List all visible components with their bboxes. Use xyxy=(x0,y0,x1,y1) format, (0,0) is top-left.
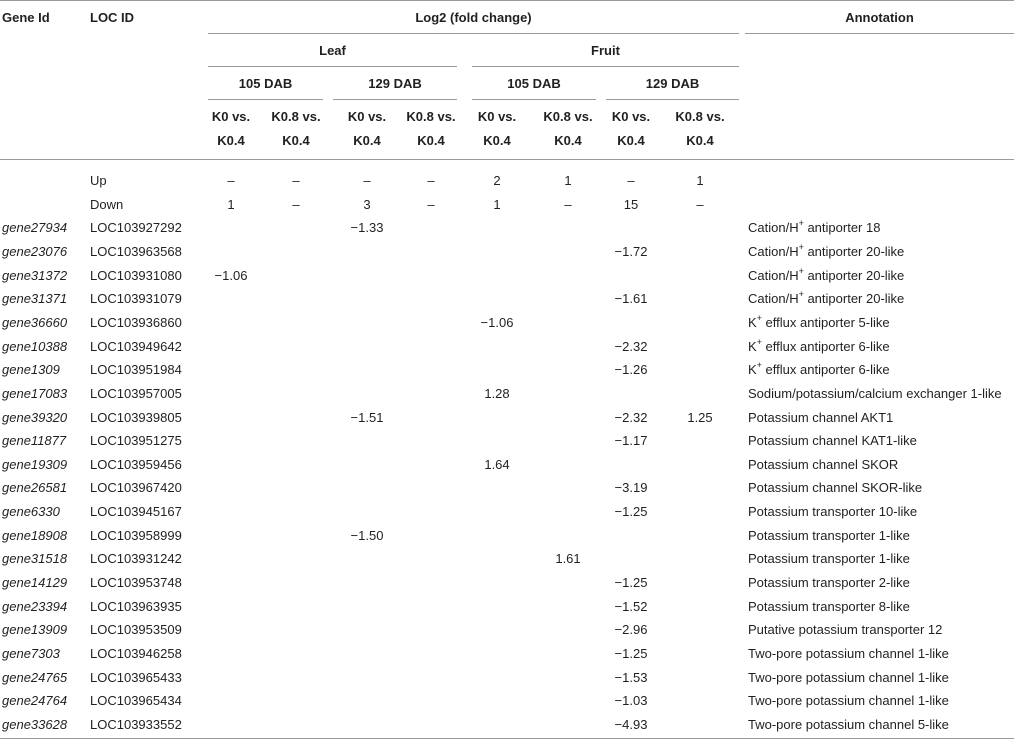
comparison-header: K0.8 vs. xyxy=(271,109,321,124)
loc-id-cell: LOC103931242 xyxy=(90,551,182,566)
superscript-charge: + xyxy=(756,312,762,323)
comparison-header: K0.8 vs. xyxy=(543,109,593,124)
gene-id-cell: gene1309 xyxy=(2,362,60,377)
loc-id-cell: LOC103965433 xyxy=(90,670,182,685)
annotation-cell xyxy=(748,288,905,307)
annotation-cell xyxy=(748,551,910,567)
gene-id-cell: gene39320 xyxy=(2,410,68,425)
annotation-text: Two-pore potassium channel 1-like xyxy=(748,670,949,685)
comparison-header-base: K0.4 xyxy=(483,133,511,148)
fold-change-cell: −1.51 xyxy=(350,410,384,425)
fold-change-cell: −1.52 xyxy=(614,599,648,614)
header-loc-id: LOC ID xyxy=(90,10,135,25)
loc-id-cell: LOC103958999 xyxy=(90,528,182,543)
loc-id-cell: LOC103965434 xyxy=(90,693,182,708)
count-cell: – xyxy=(363,173,371,188)
annotation-text: Potassium channel SKOR xyxy=(748,457,899,472)
annotation-text: Two-pore potassium channel 1-like xyxy=(748,693,949,708)
gene-id-cell: gene13909 xyxy=(2,622,68,637)
annotation-text: Cation/H xyxy=(748,220,799,235)
header-annotation: Annotation xyxy=(845,10,914,25)
count-cell: 1 xyxy=(696,173,704,188)
superscript-charge: + xyxy=(756,336,762,347)
annotation-text-rest: efflux antiporter 5-like xyxy=(761,315,890,330)
annotation-cell xyxy=(748,386,1002,402)
annotation-text: Potassium channel SKOR-like xyxy=(748,480,923,495)
gene-id-cell: gene18908 xyxy=(2,528,68,543)
leaf-105-rule xyxy=(208,99,323,100)
annotation-text-rest: antiporter 20-like xyxy=(803,291,905,306)
loc-id-cell: LOC103927292 xyxy=(90,220,182,235)
loc-id-cell: LOC103946258 xyxy=(90,646,182,661)
leaf-129-rule xyxy=(333,99,457,100)
loc-id-cell: LOC103931079 xyxy=(90,291,182,306)
fold-change-cell: −1.50 xyxy=(350,528,384,543)
annotation-text: K xyxy=(748,339,757,354)
annotation-cell xyxy=(748,410,893,426)
annotation-cell xyxy=(748,693,949,709)
annotation-cell xyxy=(748,265,905,284)
gene-id-cell: gene14129 xyxy=(2,575,68,590)
gene-id-cell: gene31371 xyxy=(2,291,68,306)
gene-id-cell: gene6330 xyxy=(2,504,60,519)
fold-change-cell: −3.19 xyxy=(614,480,648,495)
count-cell: 1 xyxy=(564,173,572,188)
comparison-header-base: K0.4 xyxy=(282,133,310,148)
loc-id-cell: LOC103933552 xyxy=(90,717,182,732)
fold-change-cell: −2.32 xyxy=(614,410,648,425)
fold-change-cell: 1.28 xyxy=(484,386,510,401)
annotation-cell xyxy=(748,312,890,331)
loc-id-cell: LOC103957005 xyxy=(90,386,182,401)
annotation-cell xyxy=(748,457,898,473)
fruit-rule xyxy=(472,66,739,67)
annotation-text: Potassium transporter 10-like xyxy=(748,504,918,519)
gene-id-cell: gene24764 xyxy=(2,693,68,708)
gene-id-cell: gene31518 xyxy=(2,551,68,566)
count-cell: – xyxy=(627,173,635,188)
gene-id-cell: gene10388 xyxy=(2,339,68,354)
comparison-header: K0 vs. xyxy=(477,109,517,124)
bottom-rule xyxy=(0,738,1014,739)
annotation-text: Cation/H xyxy=(748,268,799,283)
gene-id-cell: gene27934 xyxy=(2,220,68,235)
loc-id-cell: LOC103949642 xyxy=(90,339,182,354)
gene-id-cell: gene11877 xyxy=(2,433,67,448)
fold-change-cell: −1.26 xyxy=(614,362,648,377)
annotation-text: Cation/H xyxy=(748,244,799,259)
gene-id-cell: gene24765 xyxy=(2,670,68,685)
superscript-charge: + xyxy=(798,265,804,276)
annotation-text: Cation/H xyxy=(748,291,799,306)
fold-change-cell: −2.32 xyxy=(614,339,648,354)
fold-change-cell: −1.61 xyxy=(614,291,648,306)
annotation-text: Two-pore potassium channel 1-like xyxy=(748,646,949,661)
fold-change-cell: −1.33 xyxy=(350,220,384,235)
comparison-header: K0.8 vs. xyxy=(406,109,456,124)
annotation-text: Sodium/potassium/calcium exchanger 1-like xyxy=(748,386,1002,401)
fold-change-cell: −4.93 xyxy=(614,717,648,732)
header-bottom-rule xyxy=(0,159,1014,160)
gene-id-cell: gene26581 xyxy=(2,480,68,495)
count-cell: – xyxy=(427,173,435,188)
annotation-cell xyxy=(748,336,890,355)
annotation-rule xyxy=(745,33,1014,34)
fold-change-cell: −1.06 xyxy=(480,315,514,330)
annotation-cell xyxy=(748,599,910,615)
gene-id-cell: gene36660 xyxy=(2,315,68,330)
loc-id-cell: LOC103963568 xyxy=(90,244,182,259)
fold-change-cell: −1.53 xyxy=(614,670,648,685)
fold-change-cell: −1.25 xyxy=(614,504,648,519)
loc-id-cell: LOC103939805 xyxy=(90,410,182,425)
annotation-text: Potassium channel AKT1 xyxy=(748,410,894,425)
annotation-text: K xyxy=(748,315,757,330)
gene-id-cell: gene19309 xyxy=(2,457,68,472)
comparison-header-base: K0.4 xyxy=(217,133,245,148)
fold-change-cell: −1.72 xyxy=(614,244,648,259)
header-gene-id: Gene Id xyxy=(2,10,50,25)
fold-change-cell: 1.25 xyxy=(687,410,713,425)
annotation-text: Potassium transporter 2-like xyxy=(748,575,910,590)
comparison-header: K0 vs. xyxy=(611,109,651,124)
comparison-header-base: K0.4 xyxy=(554,133,582,148)
fold-change-cell: −1.03 xyxy=(614,693,648,708)
gene-id-cell: gene17083 xyxy=(2,386,68,401)
count-cell: 1 xyxy=(227,197,235,212)
annotation-cell xyxy=(748,480,922,496)
header-fruit: Fruit xyxy=(591,43,620,58)
fruit-105-rule xyxy=(472,99,596,100)
fruit-129-rule xyxy=(606,99,739,100)
annotation-cell xyxy=(748,504,917,520)
gene-id-cell: gene23394 xyxy=(2,599,68,614)
superscript-charge: + xyxy=(798,288,804,299)
header-leaf-129-dab: 129 DAB xyxy=(368,76,422,91)
loc-id-cell: LOC103953748 xyxy=(90,575,182,590)
annotation-text: Potassium transporter 1-like xyxy=(748,528,910,543)
header-fruit-129-dab: 129 DAB xyxy=(645,76,700,91)
loc-id-cell: LOC103945167 xyxy=(90,504,182,519)
loc-id-cell: LOC103963935 xyxy=(90,599,182,614)
count-cell: – xyxy=(696,197,704,212)
comparison-header-base: K0.4 xyxy=(617,133,645,148)
count-cell: 15 xyxy=(623,197,639,212)
annotation-cell xyxy=(748,433,917,449)
loc-id-cell: LOC103931080 xyxy=(90,268,182,283)
loc-id-cell: LOC103936860 xyxy=(90,315,182,330)
header-leaf: Leaf xyxy=(319,43,346,58)
loc-id-cell: LOC103953509 xyxy=(90,622,182,637)
superscript-charge: + xyxy=(756,359,762,370)
annotation-text-rest: antiporter 20-like xyxy=(803,244,905,259)
count-cell: 2 xyxy=(493,173,501,188)
loc-id-cell: LOC103951275 xyxy=(90,433,182,448)
fold-change-cell: −1.17 xyxy=(614,433,648,448)
annotation-text-rest: antiporter 20-like xyxy=(803,268,905,283)
annotation-text: Putative potassium transporter 12 xyxy=(748,622,943,637)
annotation-cell xyxy=(748,217,881,236)
annotation-cell xyxy=(748,717,949,733)
header-fruit-105-dab: 105 DAB xyxy=(507,76,561,91)
annotation-text: Potassium transporter 8-like xyxy=(748,599,910,614)
loc-id-cell: LOC103959456 xyxy=(90,457,182,472)
annotation-text-rest: efflux antiporter 6-like xyxy=(761,339,890,354)
count-cell: – xyxy=(564,197,572,212)
fold-change-cell: 1.61 xyxy=(555,551,581,566)
header-leaf-105-dab: 105 DAB xyxy=(238,76,293,91)
annotation-text: Two-pore potassium channel 5-like xyxy=(748,717,949,732)
count-cell: – xyxy=(292,197,300,212)
summary-label: Down xyxy=(90,197,124,212)
fold-change-cell: 1.64 xyxy=(484,457,510,472)
comparison-header: K0 vs. xyxy=(211,109,251,124)
leaf-rule xyxy=(208,66,457,67)
annotation-text: Potassium channel KAT1-like xyxy=(748,433,917,448)
count-cell: – xyxy=(227,173,235,188)
superscript-charge: + xyxy=(798,217,804,228)
loc-id-cell: LOC103951984 xyxy=(90,362,182,377)
superscript-charge: + xyxy=(798,241,804,252)
gene-id-cell: gene7303 xyxy=(2,646,60,661)
fold-change-cell: −1.25 xyxy=(614,575,648,590)
annotation-cell xyxy=(748,670,949,686)
gene-id-cell: gene33628 xyxy=(2,717,68,732)
count-cell: 1 xyxy=(493,197,501,212)
annotation-text: Potassium transporter 1-like xyxy=(748,551,910,566)
log2-rule xyxy=(208,33,739,34)
loc-id-cell: LOC103967420 xyxy=(90,480,182,495)
annotation-text-rest: efflux antiporter 6-like xyxy=(761,362,890,377)
annotation-cell xyxy=(748,622,942,638)
comparison-header: K0.8 vs. xyxy=(675,109,725,124)
gene-id-cell: gene23076 xyxy=(2,244,68,259)
fold-change-cell: −2.96 xyxy=(614,622,648,637)
count-cell: 3 xyxy=(363,197,371,212)
count-cell: – xyxy=(427,197,435,212)
header-log2: Log2 (fold change) xyxy=(415,10,532,25)
count-cell: – xyxy=(292,173,300,188)
annotation-cell xyxy=(748,575,910,591)
comparison-header-base: K0.4 xyxy=(686,133,714,148)
annotation-cell xyxy=(748,241,905,260)
comparison-header-base: K0.4 xyxy=(417,133,445,148)
fold-change-cell: −1.25 xyxy=(614,646,648,661)
summary-label: Up xyxy=(90,173,107,188)
annotation-text: K xyxy=(748,362,757,377)
fold-change-cell: −1.06 xyxy=(214,268,248,283)
gene-id-cell: gene31372 xyxy=(2,268,68,283)
top-rule xyxy=(0,0,1014,1)
annotation-text-rest: antiporter 18 xyxy=(803,220,881,235)
annotation-cell xyxy=(748,646,949,662)
annotation-cell xyxy=(748,359,890,378)
comparison-header-base: K0.4 xyxy=(353,133,381,148)
comparison-header: K0 vs. xyxy=(347,109,387,124)
annotation-cell xyxy=(748,528,910,544)
